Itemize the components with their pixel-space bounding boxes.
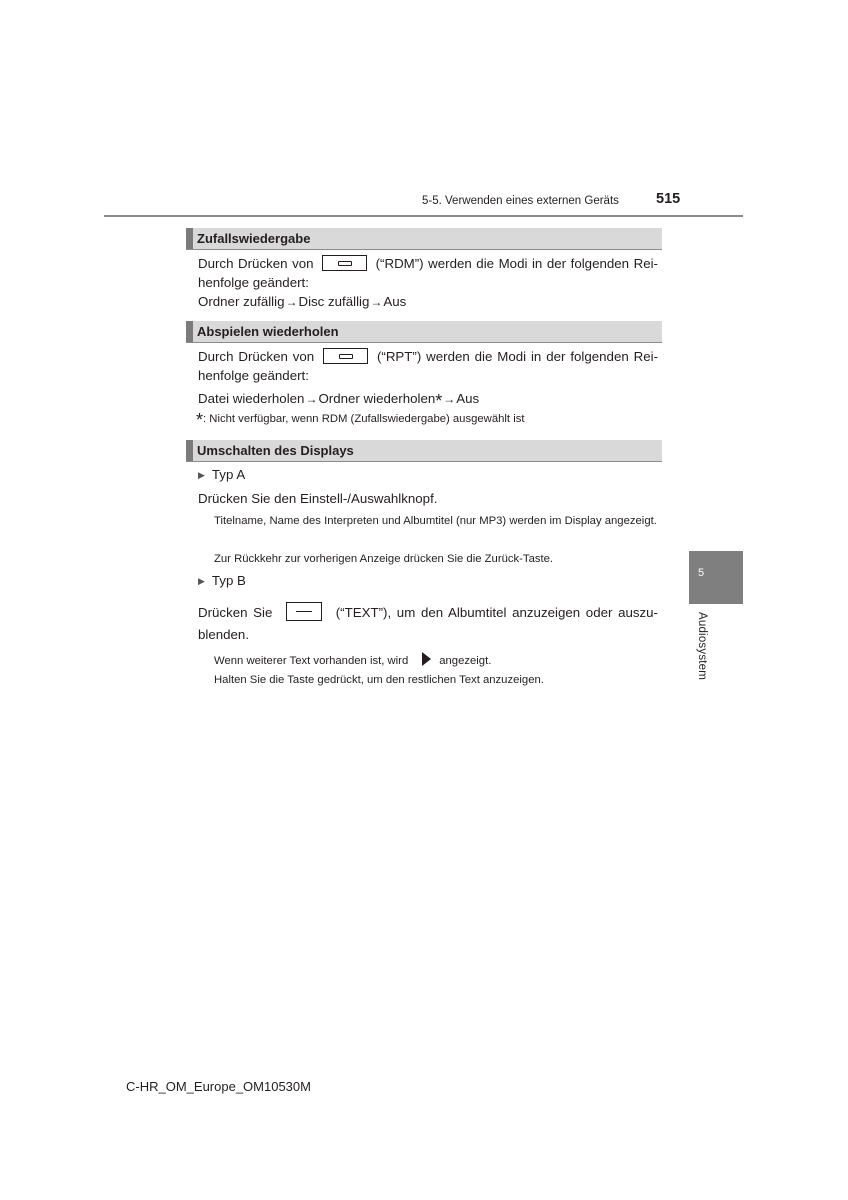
type-b-note-2: Halten Sie die Taste gedrückt, um den restlichen Text anzuzeigen.: [214, 674, 544, 686]
repeat-sequence: Datei wiederholen→Ordner wiederholen*→Aus: [198, 391, 480, 411]
section-accent: [186, 228, 193, 249]
footnote-asterisk: *: [196, 410, 204, 430]
chapter-label: Audiosystem: [696, 612, 708, 681]
page-number: 515: [656, 191, 681, 207]
type-a-heading: ▶ Typ A: [198, 467, 246, 482]
type-a-instruction: Drücken Sie den Einstell-/Auswahlknopf.: [198, 491, 438, 506]
triangle-bullet-icon: ▶: [198, 576, 205, 586]
random-sequence: Ordner zufällig→Disc zufällig→Aus: [198, 294, 407, 309]
type-a-note-2: Zur Rückkehr zur vorherigen Anzeige drücken Sie die Zurück-Taste.: [214, 553, 554, 565]
section-heading-display: [186, 440, 662, 462]
section-accent: [186, 440, 193, 461]
section-title: Abspielen wiederholen: [197, 324, 339, 339]
header-rule: [104, 215, 743, 217]
type-b-heading: ▶ Typ B: [198, 573, 246, 588]
footer-doc-code: C-HR_OM_Europe_OM10530M: [126, 1079, 311, 1094]
repeat-instruction-line-2: henfolge geändert:: [198, 368, 309, 383]
asterisk-mark: *: [435, 391, 443, 411]
type-b-note-1: Wenn weiterer Text vorhanden ist, wird angezeigt.: [214, 652, 658, 669]
arrow-icon: →: [305, 392, 318, 406]
chapter-tab: [689, 551, 743, 604]
running-header: 5-5. Verwenden eines externen Geräts: [422, 195, 619, 207]
type-b-instruction: [198, 602, 658, 646]
play-arrow-icon: [422, 652, 431, 666]
type-b-instruction-line-2: blenden.: [198, 627, 250, 642]
section-heading-random: [186, 228, 662, 250]
section-heading-repeat: [186, 321, 662, 343]
type-a-note-1: Titelname, Name des Interpreten und Albumtitel (nur MP3) werden im Display angezeigt.: [214, 515, 657, 527]
repeat-instruction: [198, 347, 658, 385]
rdm-button-icon: [322, 255, 367, 271]
triangle-bullet-icon: ▶: [198, 470, 205, 480]
section-accent: [186, 321, 193, 342]
arrow-icon: →: [443, 392, 456, 406]
section-title: Zufallswiedergabe: [197, 231, 311, 246]
text-button-icon: [286, 602, 322, 621]
arrow-icon: →: [285, 295, 298, 309]
random-instruction-line-2: henfolge geändert:: [198, 275, 309, 290]
repeat-instruction-line-1: Durch Drücken von (“RPT”) werden die Modi in der folgenden Rei-: [198, 349, 658, 364]
type-b-instruction-line-1: Drücken Sie (“TEXT”), um den Albumtitel anzuzeigen oder auszu-: [198, 602, 658, 624]
random-instruction: [198, 254, 658, 292]
repeat-footnote: *: Nicht verfügbar, wenn RDM (Zufallswiedergabe) ausgewählt ist: [196, 410, 525, 430]
arrow-icon: →: [370, 295, 383, 309]
chapter-number: 5: [698, 567, 705, 579]
random-instruction-line-1: Durch Drücken von (“RDM”) werden die Modi in der folgenden Rei-: [198, 256, 658, 271]
rpt-button-icon: [323, 348, 368, 364]
section-title: Umschalten des Displays: [197, 443, 354, 458]
